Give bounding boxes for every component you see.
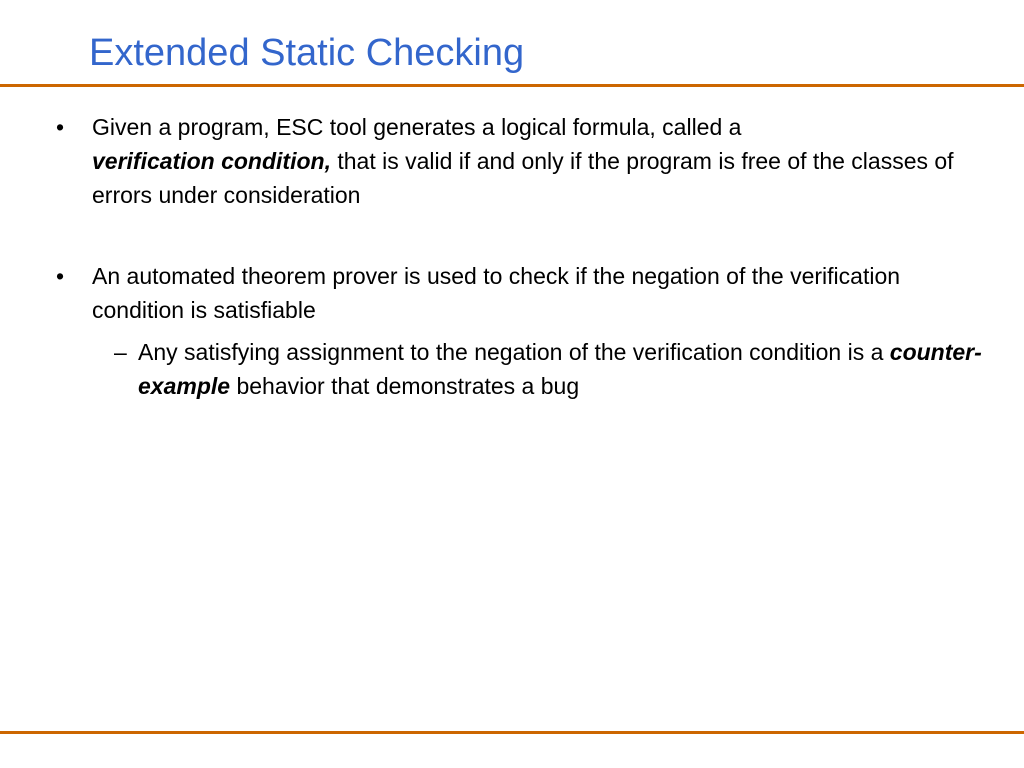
- emphasis-term: counter-example: [138, 339, 982, 399]
- bullet-item: [56, 110, 972, 212]
- slide-title: Extended Static Checking: [89, 32, 525, 74]
- emphasis-term: verification condition: [92, 148, 325, 174]
- sub-bullet-marker: –: [114, 339, 127, 365]
- bullet-text: Given a program, ESC tool generates a logical formula, called a: [92, 114, 742, 140]
- bullet-text-continued: that is valid if and only if the program is free of the classes of errors under consideration: [92, 148, 954, 208]
- bullet-marker: •: [56, 263, 65, 289]
- emphasis-punctuation: ,: [324, 148, 331, 174]
- sub-bullet-item: [114, 335, 998, 403]
- bullet-marker: •: [56, 114, 65, 140]
- sub-bullet-text: Any satisfying assignment to the negation of the verification condition is a: [138, 339, 890, 365]
- footer-divider: [0, 731, 1024, 734]
- bullet-item: [56, 259, 972, 327]
- title-divider: [0, 84, 1024, 87]
- sub-bullet-text-continued: behavior that demonstrates a bug: [230, 373, 580, 399]
- bullet-text: An automated theorem prover is used to check if the negation of the verification condition is satisfiable: [92, 263, 901, 323]
